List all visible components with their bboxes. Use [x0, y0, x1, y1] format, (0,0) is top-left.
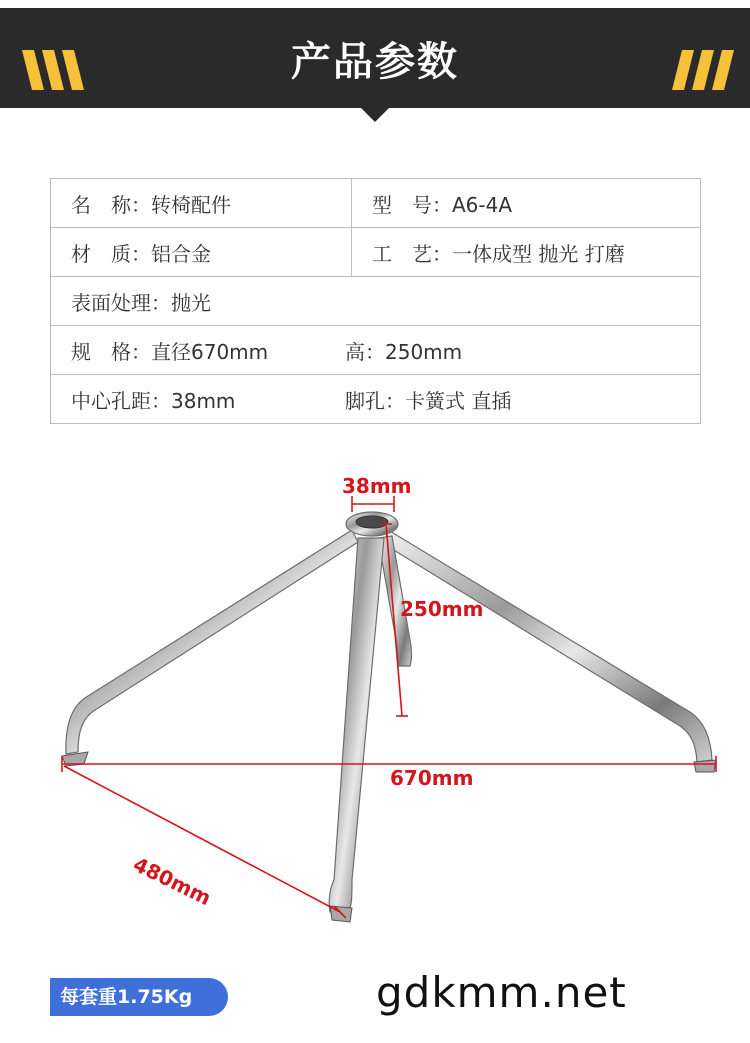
page-title: 产品参数 — [291, 39, 459, 85]
chair-base-image — [0, 460, 750, 940]
spec-name: 名 称：转椅配件 — [51, 179, 352, 228]
product-figure — [0, 460, 750, 940]
spec-table — [50, 178, 701, 424]
spec-surface: 表面处理：抛光 — [51, 277, 701, 326]
spec-model: 型 号：A6-4A — [352, 179, 701, 228]
dim-leg-label: 480mm — [129, 852, 215, 911]
stripes-right-icon — [672, 50, 742, 90]
spec-size-row — [51, 326, 701, 375]
dim-width-label: 670mm — [390, 766, 474, 790]
spec-process: 工 艺：一体成型 抛光 打磨 — [352, 228, 701, 277]
table-row — [51, 326, 701, 375]
table-row — [51, 228, 701, 277]
header-banner — [0, 8, 750, 108]
spec-material: 材 质：铝合金 — [51, 228, 352, 277]
spec-hole-distance: 中心孔距：38mm — [71, 388, 236, 413]
spec-height: 高：250mm — [345, 339, 463, 364]
dim-height-label: 250mm — [400, 597, 484, 621]
table-row — [51, 375, 701, 424]
spec-hole-row — [51, 375, 701, 424]
spec-foot-hole: 脚孔：卡簧式 直插 — [345, 388, 512, 413]
table-row — [51, 277, 701, 326]
spec-size: 规 格：直径670mm — [71, 339, 269, 364]
header-notch — [361, 108, 389, 122]
site-watermark: gdkmm.net — [376, 968, 627, 1017]
table-row — [51, 179, 701, 228]
dim-hole-label: 38mm — [342, 474, 412, 498]
weight-badge: 每套重1.75Kg — [50, 978, 228, 1016]
